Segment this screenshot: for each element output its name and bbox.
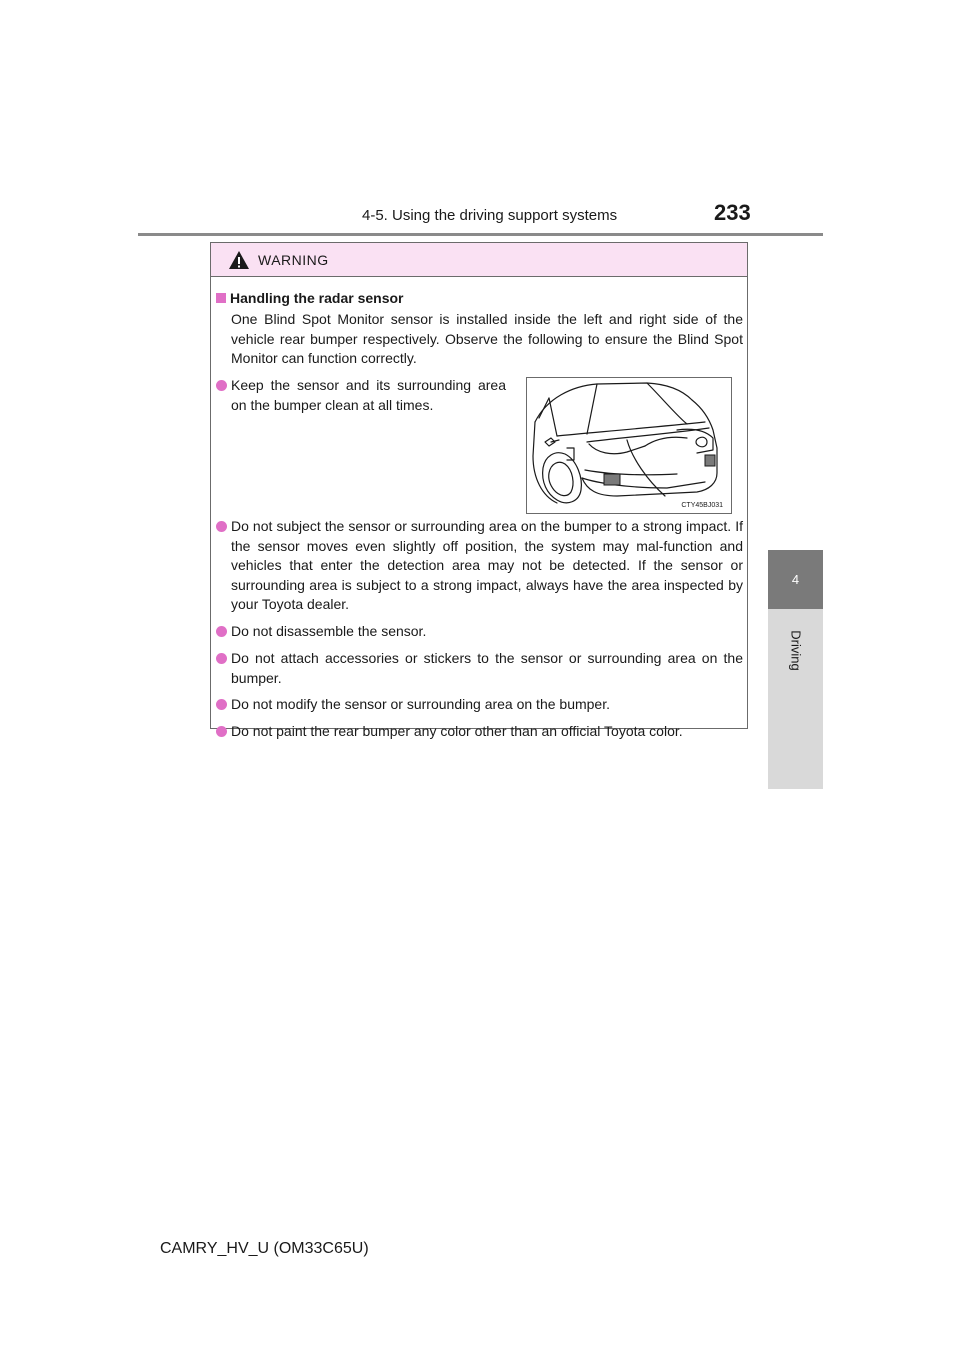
list-item-text: Do not subject the sensor or surrounding area on the bumper to a strong impact. If the sensor moves even slightly off position, the system may mal-function and vehicles that enter the detection area may not be detected. If the sensor or surrounding area is subject to a strong impact, always have the area inspected by your Toyota dealer. — [231, 518, 743, 612]
chapter-label: Driving — [788, 630, 803, 671]
list-item — [216, 722, 743, 742]
list-item — [216, 695, 743, 715]
warning-box — [210, 242, 748, 739]
header-divider — [138, 233, 823, 236]
square-bullet-icon — [216, 293, 226, 303]
list-item — [216, 517, 743, 615]
page-number: 233 — [714, 200, 751, 225]
warning-triangle-icon — [228, 250, 250, 270]
rear-bumper-illustration — [526, 377, 732, 514]
section-heading — [216, 290, 403, 306]
chapter-number: 4 — [791, 572, 800, 587]
list-item — [216, 622, 743, 642]
car-rear-icon — [527, 378, 731, 513]
list-item-text: Do not attach accessories or stickers to the sensor or surrounding area on the bumper. — [231, 650, 743, 686]
list-item-text: Keep the sensor and its surrounding area on the bumper clean at all times. — [231, 377, 506, 413]
list-item — [216, 649, 743, 688]
bullet-icon — [216, 653, 227, 664]
intro-paragraph: One Blind Spot Monitor sensor is installed inside the left and right side of the vehicle rear bumper respectively. Observe the following to ensure the Blind Spot Monitor can function correctly. — [231, 311, 743, 366]
bullet-icon — [216, 699, 227, 710]
manual-code: CAMRY_HV_U (OM33C65U) — [160, 1240, 369, 1257]
bullet-icon — [216, 726, 227, 737]
chapter-tab — [768, 550, 823, 609]
bullet-icon — [216, 380, 227, 391]
section-title: 4-5. Using the driving support systems — [362, 207, 618, 224]
list-item-text: Do not paint the rear bumper any color other than an official Toyota color. — [231, 723, 683, 739]
warning-header — [211, 243, 747, 277]
chapter-label-tab — [768, 609, 823, 789]
list-item-text: Do not disassemble the sensor. — [231, 623, 427, 639]
warning-title: WARNING — [258, 251, 329, 268]
illustration-code: CTY45BJ031 — [681, 502, 723, 509]
section-heading-text: Handling the radar sensor — [230, 290, 404, 306]
bullet-icon — [216, 521, 227, 532]
bullet-icon — [216, 626, 227, 637]
list-item-text: Do not modify the sensor or surrounding area on the bumper. — [231, 696, 610, 712]
list-item — [216, 376, 506, 415]
